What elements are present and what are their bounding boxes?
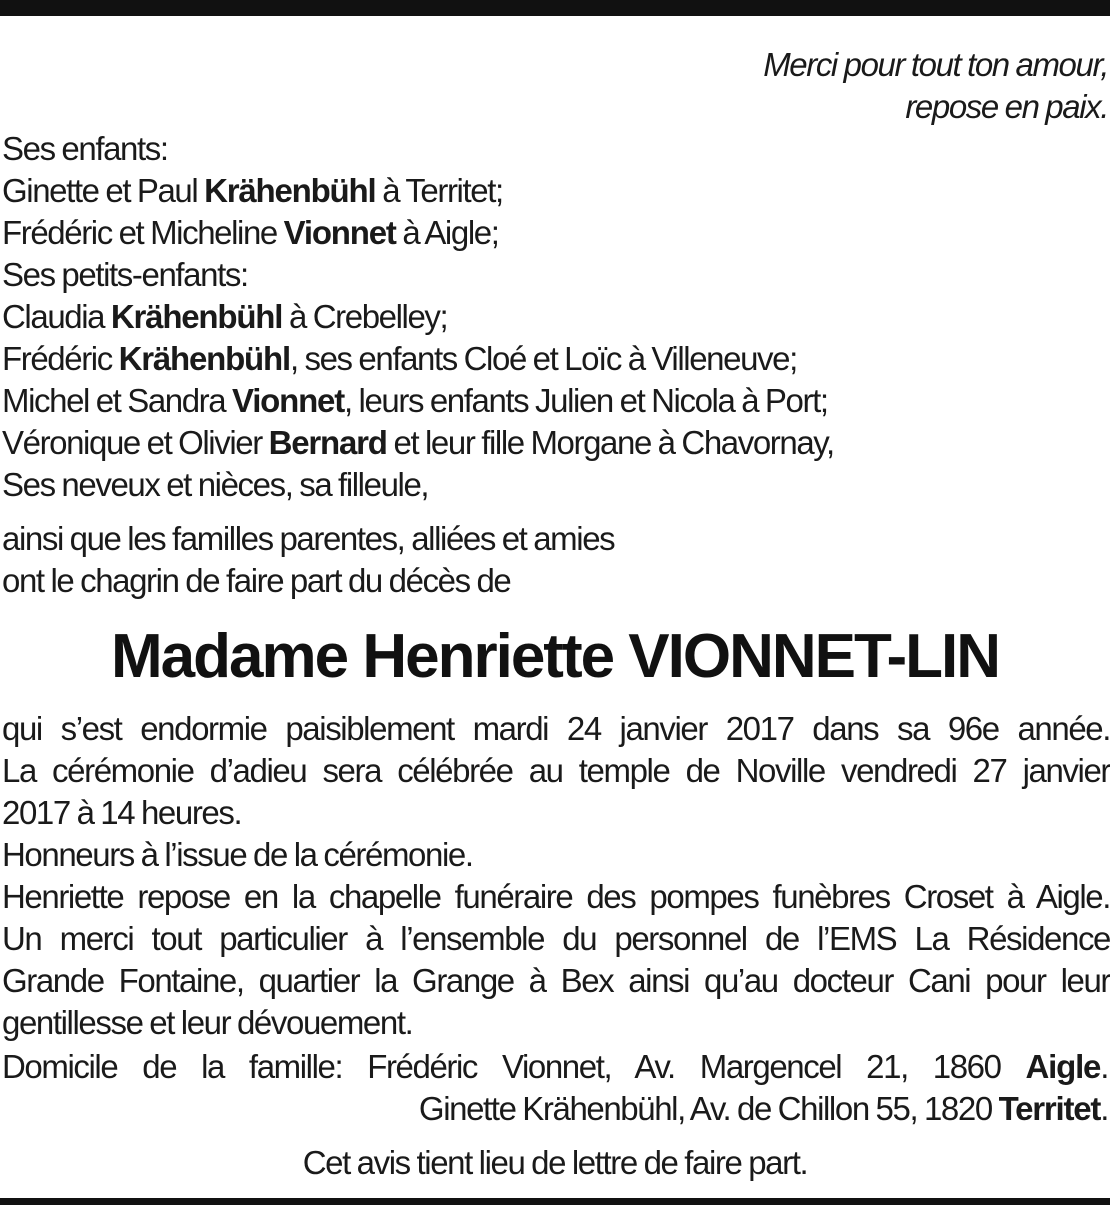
family-line-child-1: Ginette et Paul Krähenbühl à Territet; <box>2 172 503 209</box>
nephews-line: Ses neveux et nièces, sa filleule, <box>2 466 429 503</box>
family-line-grandchild-4: Véronique et Olivier Bernard et leur fille Morgane à Chavornay, <box>2 424 834 461</box>
motto <box>763 44 1108 128</box>
motto-line-1: Merci pour tout ton amour, <box>763 46 1108 83</box>
top-border-rule <box>0 0 1110 16</box>
city: Territet <box>998 1090 1101 1127</box>
intro-line-1: ainsi que les familles parentes, alliées et amies <box>2 520 615 557</box>
address-line-1: Domicile de la famille: Frédéric Vionnet, Av. Margencel 21, 1860 Aigle. <box>2 1048 1108 1085</box>
address-line-2: Ginette Krähenbühl, Av. de Chillon 55, 1820 Territet. <box>418 1090 1108 1127</box>
body-line-3: 2017 à 14 heures. <box>2 794 242 831</box>
body-line-1: qui s’est endormie paisiblement mardi 24 janvier 2017 dans sa 96e année. <box>2 710 1110 747</box>
family-address <box>2 1046 1108 1130</box>
grandchildren-heading: Ses petits-enfants: <box>2 256 248 293</box>
family-line-grandchild-2: Frédéric Krähenbühl, ses enfants Cloé et Loïc à Villeneuve; <box>2 340 797 377</box>
children-heading: Ses enfants: <box>2 130 168 167</box>
body-line-5: Henriette repose en la chapelle funéraire des pompes funèbres Croset à Aigle. <box>2 878 1110 915</box>
surname: Krähenbühl <box>110 298 283 335</box>
closing-line: Cet avis tient lieu de lettre de faire part. <box>302 1144 808 1181</box>
body-line-7: Grande Fontaine, quartier la Grange à Bex ainsi qu’au docteur Cani pour leur <box>2 962 1110 999</box>
motto-line-2: repose en paix. <box>905 88 1108 125</box>
deceased-name-heading: Madame Henriette VIONNET-LIN <box>111 622 999 691</box>
intro-line-2: ont le chagrin de faire part du décès de <box>2 562 511 599</box>
surname: Krähenbühl <box>204 172 376 209</box>
surname: Vionnet <box>232 382 344 419</box>
surname: Bernard <box>268 424 387 461</box>
surname: Vionnet <box>283 214 396 251</box>
city: Aigle <box>1025 1048 1101 1085</box>
family-line-child-2: Frédéric et Micheline Vionnet à Aigle; <box>2 214 499 251</box>
body-line-2: La cérémonie d’adieu sera célébrée au temple de Noville vendredi 27 janvier <box>2 752 1110 789</box>
announcement-body <box>2 708 1110 1044</box>
surname: Krähenbühl <box>118 340 290 377</box>
body-line-4: Honneurs à l’issue de la cérémonie. <box>2 836 473 873</box>
body-line-6: Un merci tout particulier à l’ensemble du personnel de l’EMS La Résidence <box>2 920 1110 957</box>
family-list <box>2 128 834 506</box>
family-line-grandchild-3: Michel et Sandra Vionnet, leurs enfants Julien et Nicola à Port; <box>2 382 828 419</box>
family-line-grandchild-1: Claudia Krähenbühl à Crebelley; <box>2 298 448 335</box>
bottom-border-rule <box>0 1198 1110 1205</box>
body-line-8: gentillesse et leur dévouement. <box>2 1004 413 1041</box>
announcement-intro <box>2 518 614 602</box>
